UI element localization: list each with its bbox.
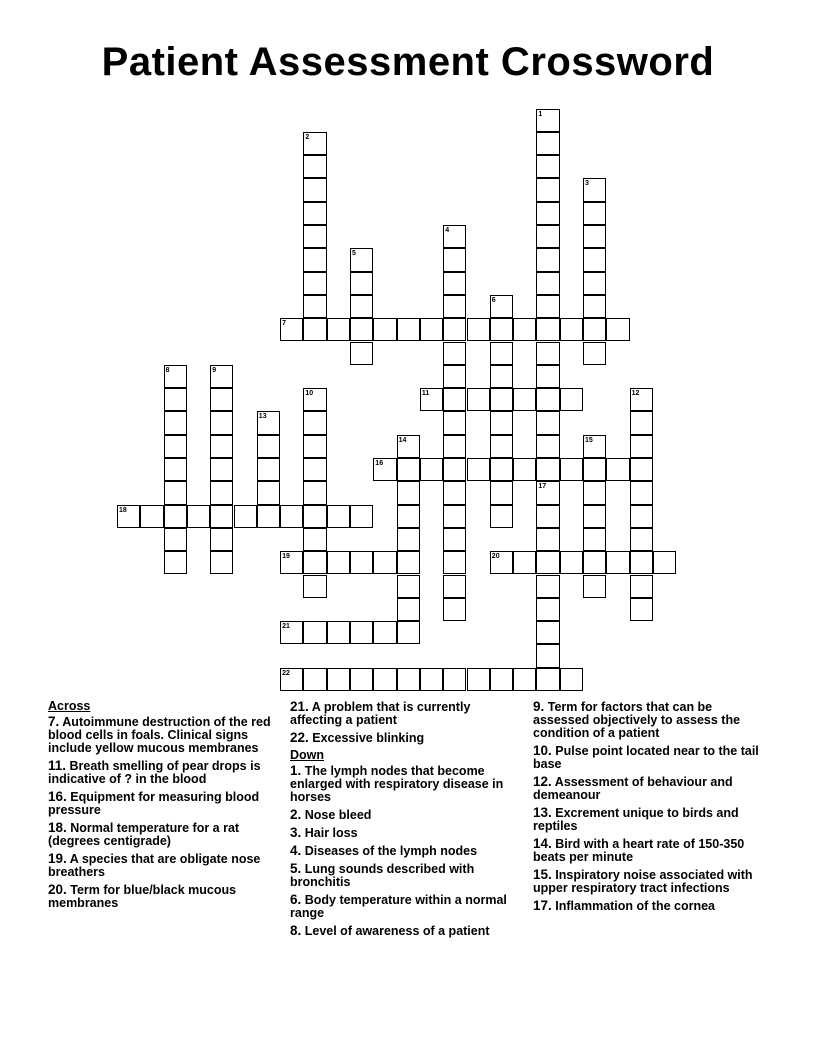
grid-cell[interactable]	[164, 458, 187, 481]
grid-number: 15	[585, 436, 593, 444]
grid-cell[interactable]	[490, 318, 513, 341]
grid-cell[interactable]	[536, 248, 559, 271]
grid-cell[interactable]	[536, 621, 559, 644]
grid-cell[interactable]	[443, 318, 466, 341]
grid-cell[interactable]	[280, 505, 303, 528]
grid-cell[interactable]	[443, 342, 466, 365]
grid-cell[interactable]	[303, 481, 326, 504]
grid-cell[interactable]	[583, 272, 606, 295]
across-heading: Across	[48, 699, 91, 713]
grid-cell[interactable]	[513, 458, 536, 481]
grid-number: 18	[119, 506, 127, 514]
grid-number: 16	[375, 460, 384, 467]
clue-column-1	[48, 700, 276, 914]
grid-cell[interactable]	[303, 458, 326, 481]
grid-cell[interactable]	[443, 528, 466, 551]
grid-cell[interactable]	[257, 435, 280, 458]
grid-cell[interactable]	[536, 225, 559, 248]
grid-number: 4	[445, 227, 450, 234]
grid-cell[interactable]	[303, 225, 326, 248]
grid-number: 14	[398, 436, 407, 444]
grid-number: 2	[305, 133, 310, 141]
grid-cell[interactable]	[583, 295, 606, 318]
clue-down-12: 12. Assessment of behaviour and demeanour	[533, 774, 733, 802]
grid-cell[interactable]	[443, 481, 466, 504]
grid-cell[interactable]	[560, 668, 583, 691]
grid-cell[interactable]	[513, 388, 536, 411]
grid-cell[interactable]	[303, 528, 326, 551]
grid-cell[interactable]	[350, 621, 373, 644]
grid-cell[interactable]	[350, 272, 373, 295]
grid-cell[interactable]	[606, 318, 629, 341]
grid-number: 17	[538, 483, 547, 491]
grid-cell[interactable]	[536, 551, 559, 574]
grid-cell[interactable]	[536, 155, 559, 178]
grid-cell[interactable]	[443, 295, 466, 318]
grid-cell[interactable]	[257, 481, 280, 504]
grid-cell[interactable]	[303, 668, 326, 691]
grid-cell[interactable]	[164, 388, 187, 411]
clue-across-18: 18. Normal temperature for a rat (degrees centigrade)	[48, 820, 240, 848]
grid-cell[interactable]	[397, 528, 420, 551]
grid-cell[interactable]	[257, 458, 280, 481]
grid-cell[interactable]	[420, 458, 443, 481]
grid-cell[interactable]	[327, 505, 350, 528]
clue-down-13: 13. Excrement unique to birds and reptiles	[533, 805, 739, 833]
grid-cell[interactable]	[583, 202, 606, 225]
grid-cell[interactable]	[536, 388, 559, 411]
clue-across-21: 21. A problem that is currently affecting a patient	[290, 699, 471, 727]
grid-cell[interactable]	[630, 575, 653, 598]
grid-cell[interactable]	[303, 295, 326, 318]
grid-cell[interactable]	[490, 388, 513, 411]
grid-cell[interactable]	[397, 481, 420, 504]
grid-cell[interactable]	[467, 388, 490, 411]
grid-number: 5	[352, 250, 356, 258]
grid-cell[interactable]	[210, 458, 233, 481]
clue-down-14: 14. Bird with a heart rate of 150-350 beats per minute	[533, 836, 745, 864]
grid-number: 9	[212, 366, 217, 374]
grid-cell[interactable]	[303, 178, 326, 201]
clue-down-2: 2. Nose bleed	[290, 807, 372, 822]
grid-cell[interactable]	[536, 598, 559, 621]
grid-cell[interactable]	[373, 318, 396, 341]
grid-cell[interactable]	[536, 668, 559, 691]
grid-cell[interactable]	[350, 668, 373, 691]
grid-cell[interactable]	[303, 551, 326, 574]
grid-cell[interactable]	[350, 295, 373, 318]
grid-cell[interactable]	[443, 435, 466, 458]
grid-cell[interactable]	[164, 411, 187, 434]
grid-cell[interactable]	[536, 411, 559, 434]
grid-cell[interactable]	[630, 435, 653, 458]
grid-cell[interactable]	[536, 342, 559, 365]
grid-cell[interactable]	[583, 551, 606, 574]
grid-cell[interactable]	[490, 458, 513, 481]
grid-cell[interactable]	[443, 551, 466, 574]
clue-down-5: 5. Lung sounds described with bronchitis	[290, 861, 475, 889]
grid-cell[interactable]	[513, 318, 536, 341]
grid-cell[interactable]	[630, 505, 653, 528]
grid-cell[interactable]	[490, 365, 513, 388]
grid-cell[interactable]	[397, 668, 420, 691]
grid-cell[interactable]	[303, 155, 326, 178]
grid-cell[interactable]	[583, 318, 606, 341]
grid-cell[interactable]	[140, 505, 163, 528]
grid-number: 21	[282, 623, 290, 631]
grid-cell[interactable]	[443, 668, 466, 691]
grid-cell[interactable]	[536, 272, 559, 295]
grid-cell[interactable]	[327, 621, 350, 644]
grid-cell[interactable]	[583, 505, 606, 528]
grid-cell[interactable]	[443, 598, 466, 621]
grid-cell[interactable]	[210, 528, 233, 551]
grid-cell[interactable]	[397, 598, 420, 621]
grid-cell[interactable]	[536, 202, 559, 225]
grid-cell[interactable]	[443, 458, 466, 481]
grid-cell[interactable]	[210, 505, 233, 528]
grid-cell[interactable]	[443, 388, 466, 411]
grid-cell[interactable]	[583, 575, 606, 598]
grid-cell[interactable]	[350, 505, 373, 528]
grid-cell[interactable]	[210, 481, 233, 504]
grid-cell[interactable]	[327, 318, 350, 341]
grid-cell[interactable]	[513, 668, 536, 691]
grid-number: 11	[421, 390, 430, 398]
grid-cell[interactable]	[303, 202, 326, 225]
grid-cell[interactable]	[536, 365, 559, 388]
grid-cell[interactable]	[210, 388, 233, 411]
clue-across-11: 11. Breath smelling of pear drops is indicative of ? in the blood	[48, 758, 261, 786]
grid-cell[interactable]	[164, 551, 187, 574]
grid-cell[interactable]	[536, 644, 559, 667]
grid-number: 10	[305, 390, 314, 398]
grid-cell[interactable]	[350, 551, 373, 574]
grid-cell[interactable]	[420, 668, 443, 691]
grid-cell[interactable]	[490, 342, 513, 365]
grid-cell[interactable]	[443, 505, 466, 528]
grid-number: 8	[165, 366, 170, 374]
grid-cell[interactable]	[443, 248, 466, 271]
grid-number: 7	[282, 320, 286, 328]
down-heading: Down	[290, 748, 325, 762]
grid-cell[interactable]	[210, 435, 233, 458]
grid-cell[interactable]	[164, 481, 187, 504]
grid-cell[interactable]	[536, 505, 559, 528]
clue-column-2	[290, 700, 520, 942]
grid-number: 1	[538, 110, 543, 118]
grid-cell[interactable]	[490, 435, 513, 458]
grid-cell[interactable]	[490, 411, 513, 434]
grid-cell[interactable]	[536, 528, 559, 551]
grid-cell[interactable]	[630, 551, 653, 574]
grid-cell[interactable]	[164, 528, 187, 551]
grid-cell[interactable]	[606, 458, 629, 481]
grid-cell[interactable]	[164, 435, 187, 458]
grid-cell[interactable]	[443, 365, 466, 388]
clue-across-7: 7. Autoimmune destruction of the red blood cells in foals. Clinical signs include yellow mucous membranes	[48, 714, 271, 755]
grid-cell[interactable]	[350, 342, 373, 365]
grid-cell[interactable]	[397, 318, 420, 341]
grid-cell[interactable]	[536, 178, 559, 201]
clue-down-6: 6. Body temperature within a normal range	[290, 892, 507, 920]
grid-cell[interactable]	[303, 272, 326, 295]
grid-cell[interactable]	[397, 551, 420, 574]
grid-cell[interactable]	[560, 318, 583, 341]
grid-cell[interactable]	[420, 318, 443, 341]
grid-cell[interactable]	[560, 388, 583, 411]
grid-cell[interactable]	[303, 621, 326, 644]
grid-cell[interactable]	[467, 318, 490, 341]
clue-down-1: 1. The lymph nodes that become enlarged with respiratory disease in horses	[290, 763, 504, 804]
grid-cell[interactable]	[303, 248, 326, 271]
grid-cell[interactable]	[210, 551, 233, 574]
clue-down-10: 10. Pulse point located near to the tail base	[533, 743, 759, 771]
grid-cell[interactable]	[327, 668, 350, 691]
grid-cell[interactable]	[536, 132, 559, 155]
grid-cell[interactable]	[443, 411, 466, 434]
clue-column-3	[533, 700, 761, 917]
clue-down-17: 17. Inflammation of the cornea	[533, 898, 716, 913]
grid-cell[interactable]	[303, 575, 326, 598]
grid-cell[interactable]	[373, 621, 396, 644]
clue-down-9: 9. Term for factors that can be assessed objectively to assess the condition of a patient	[533, 699, 741, 740]
grid-cell[interactable]	[490, 668, 513, 691]
grid-cell[interactable]	[630, 481, 653, 504]
grid-cell[interactable]	[164, 505, 187, 528]
grid-cell[interactable]	[583, 528, 606, 551]
grid-cell[interactable]	[467, 458, 490, 481]
grid-number: 6	[491, 296, 496, 304]
grid-number: 13	[258, 413, 267, 421]
grid-cell[interactable]	[303, 318, 326, 341]
grid-cell[interactable]	[373, 551, 396, 574]
clue-down-15: 15. Inspiratory noise associated with upper respiratory tract infections	[533, 867, 753, 895]
grid-cell[interactable]	[630, 458, 653, 481]
grid-cell[interactable]	[257, 505, 280, 528]
page-title: Patient Assessment Crossword	[101, 40, 715, 84]
grid-cell[interactable]	[606, 551, 629, 574]
grid-cell[interactable]	[630, 411, 653, 434]
grid-cell[interactable]	[397, 575, 420, 598]
grid-cell[interactable]	[210, 411, 233, 434]
grid-cell[interactable]	[397, 621, 420, 644]
grid-number: 19	[282, 553, 290, 561]
grid-number: 12	[631, 390, 640, 398]
grid-cell[interactable]	[443, 272, 466, 295]
grid-cell[interactable]	[583, 481, 606, 504]
grid-number: 22	[282, 669, 290, 677]
grid-cell[interactable]	[560, 458, 583, 481]
grid-cell[interactable]	[350, 318, 373, 341]
grid-cell[interactable]	[536, 575, 559, 598]
grid-cell[interactable]	[234, 505, 257, 528]
grid-cell[interactable]	[490, 505, 513, 528]
grid-cell[interactable]	[583, 458, 606, 481]
grid-number: 3	[585, 180, 589, 188]
grid-cell[interactable]	[536, 295, 559, 318]
clue-across-19: 19. A species that are obligate nose breathers	[48, 851, 261, 879]
grid-cell[interactable]	[513, 551, 536, 574]
grid-cell[interactable]	[630, 598, 653, 621]
clue-across-20: 20. Term for blue/black mucous membranes	[48, 882, 237, 910]
clue-across-16: 16. Equipment for measuring blood pressure	[48, 789, 260, 817]
clue-down-4: 4. Diseases of the lymph nodes	[290, 843, 478, 858]
grid-cell[interactable]	[490, 481, 513, 504]
grid-cell[interactable]	[373, 668, 396, 691]
grid-cell[interactable]	[327, 551, 350, 574]
grid-cell[interactable]	[397, 458, 420, 481]
grid-cell[interactable]	[536, 435, 559, 458]
grid-cell[interactable]	[187, 505, 210, 528]
grid-cell[interactable]	[303, 411, 326, 434]
grid-cell[interactable]	[583, 342, 606, 365]
grid-cell[interactable]	[653, 551, 676, 574]
grid-number: 20	[491, 553, 500, 561]
grid-cell[interactable]	[303, 505, 326, 528]
grid-cell[interactable]	[630, 528, 653, 551]
grid-cell[interactable]	[583, 248, 606, 271]
clue-across-22: 22. Excessive blinking	[290, 730, 425, 745]
grid-cell[interactable]	[443, 575, 466, 598]
grid-cell[interactable]	[560, 551, 583, 574]
clue-down-3: 3. Hair loss	[290, 825, 358, 840]
grid-cell[interactable]	[583, 225, 606, 248]
grid-cell[interactable]	[303, 435, 326, 458]
grid-cell[interactable]	[467, 668, 490, 691]
grid-cell[interactable]	[536, 318, 559, 341]
grid-cell[interactable]	[536, 458, 559, 481]
clue-down-8: 8. Level of awareness of a patient	[290, 923, 490, 938]
grid-cell[interactable]	[397, 505, 420, 528]
